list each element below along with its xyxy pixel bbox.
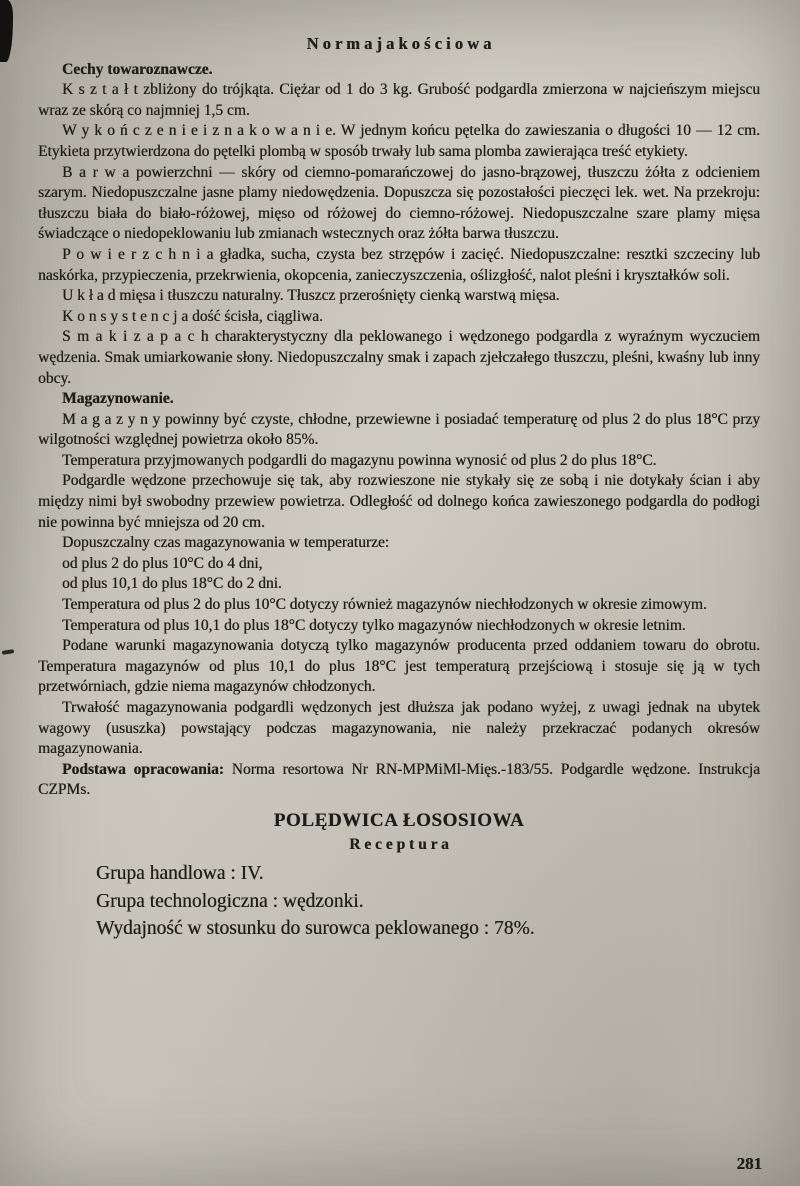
paragraph: U k ł a d mięsa i tłuszczu naturalny. Tłuszcz przerośnięty cienką warstwą mięsa. — [62, 287, 560, 305]
subsection-heading: R e c e p t u r a — [349, 835, 449, 853]
paragraph: Temperatura od plus 10,1 do plus 18°C dotyczy tylko magazynów niechłodzonych w okresie letnim. — [62, 616, 686, 634]
paragraph: S m a k i z a p a c h charakterystyczny dla peklowanego i wędzonego podgardla z wyraźnym wyczuciem wędzenia. Smak umiarkowanie słony. Niedopuszczalny smak i zapach zjełczałego tłuszczu, pleśni, kwaśny lub inny obcy. — [38, 328, 760, 387]
paragraph: P o w i e r z c h n i a gładka, sucha, czysta bez strzępów i zacięć. Niedopuszczalne: resztki szczeciny lub naskórka, przypieczenia, przekrwienia, okopcenia, zanieczyszczenia, oślizgłość, nalot pleśni i kryształków soli. — [38, 245, 760, 284]
paragraph: B a r w a powierzchni — skóry od ciemno-pomarańczowej do jasno-brązowej, tłuszczu żółta z odcieniem szarym. Niedopuszczalne jasne plamy niedowędzenia. Dopuszcza się pozostałości pieczęci lek. wet. Na przekroju: tłuszczu biała do biało-różowej, mięso od różowej do ciemno-różowej. Niedopuszczalne szare plamy mięsa świadczące o niedopeklowaniu lub zmianach wstecznych oraz żółta barwa tłuszczu. — [38, 163, 760, 243]
paragraph: K s z t a ł t zbliżony do trójkąta. Ciężar od 1 do 3 kg. Grubość podgardla zmierzona w najcieńszym miejscu wraz ze skórą co najmniej 1,5 cm. — [38, 81, 760, 119]
recipe-line: Grupa technologiczna : wędzonki. — [96, 890, 364, 912]
paragraph: Trwałość magazynowania podgardli wędzonych jest dłuższa jak podano wyżej, z uwagi jednak na ubytek wagowy (ususzka) powstający podczas magazynowania, nie należy przekraczać podanych okresów magazynowania. — [38, 699, 760, 758]
list-item: Dopuszczalny czas magazynowania w temperaturze: — [62, 534, 390, 552]
paragraph — [38, 760, 760, 801]
paragraph: M a g a z y n y powinny być czyste, chłodne, przewiewne i posiadać temperaturę od plus 2 do plus 18°C przy wilgotności względnej powietrza około 85%. — [38, 410, 760, 449]
paragraph: W y k o ń c z e n i e i z n a k o w a n i e. W jednym końcu pętelka do zawieszania o długości 10 — 12 cm. Etykieta przytwierdzona do pętelki plombą w sposób trwały lub sama plomba zawierająca treść etykiety. — [38, 122, 760, 160]
recipe-line: Grupa handlowa : IV. — [96, 863, 264, 885]
list-item: od plus 10,1 do plus 18°C do 2 dni. — [62, 575, 282, 593]
section-heading: Cechy towaroznawcze. — [62, 60, 213, 78]
paragraph: Podane warunki magazynowania dotyczą tylko magazynów producenta przed oddaniem towaru do obrotu. Temperatura magazynów od plus 10,1 do plus 18°C jest temperaturą przejściową i stosuje się ją w tych przetwórniach, gdzie niema magazynów chłodzonych. — [38, 637, 760, 696]
section-heading: Magazynowanie. — [62, 390, 174, 408]
list-item: od plus 2 do plus 10°C do 4 dni, — [62, 554, 263, 572]
paragraph: Podgardle wędzone przechowuje się tak, aby rozwieszone nie stykały się ze sobą i nie dotykały ścian i aby między nimi był swobodny przewiew powietrza. Odległość od dolnego końca zawieszonego podgardla do podłogi nie powinna być mniejsza od 20 cm. — [38, 472, 760, 531]
paragraph-text: Norma resortowa Nr RN-MPMiMl-Mięs.-183/55. Podgardle wędzone. Instrukcja CZPMs. — [38, 760, 761, 799]
document-title: N o r m a j a k o ś c i o w a — [306, 34, 492, 53]
recipe-line: Wydajność w stosunku do surowca peklowanego : 78%. — [96, 918, 535, 940]
paragraph: K o n s y s t e n c j a dość ścisła, ciągliwa. — [62, 307, 323, 325]
paragraph: Temperatura od plus 2 do plus 10°C dotyczy również magazynów niechłodzonych w okresie zimowym. — [62, 596, 707, 614]
section-heading: POLĘDWICA ŁOSOSIOWA — [273, 809, 525, 831]
paragraph-lead: Podstawa opracowania: — [62, 760, 224, 778]
page-number: 281 — [736, 1154, 762, 1173]
paragraph: Temperatura przyjmowanych podgardli do magazynu powinna wynosić od plus 2 do plus 18°C. — [62, 451, 657, 469]
